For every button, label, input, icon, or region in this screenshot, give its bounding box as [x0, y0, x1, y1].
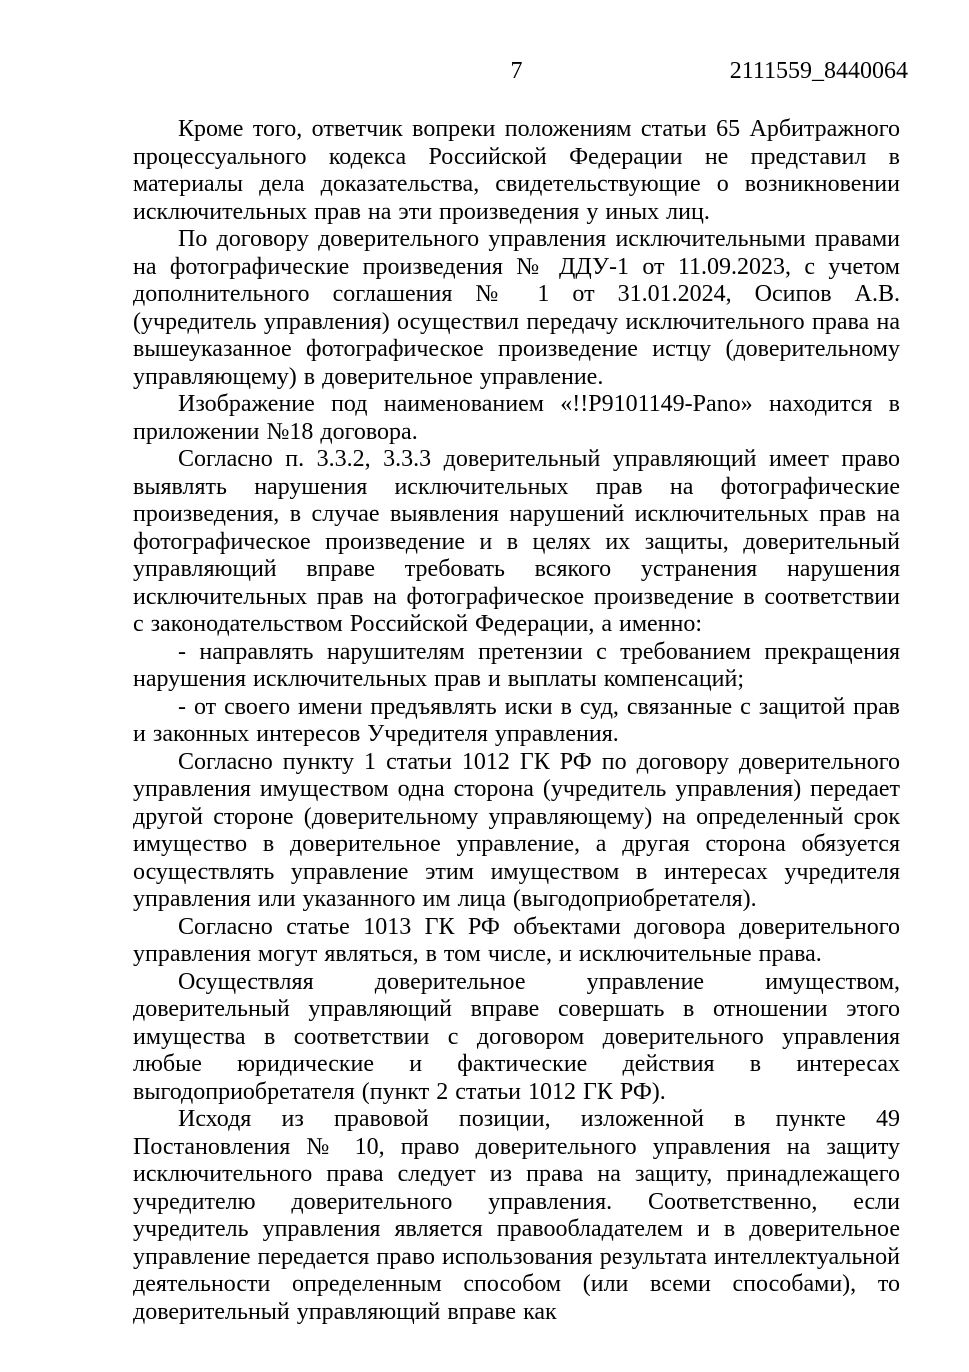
page-number: 7: [510, 58, 523, 84]
paragraph: Согласно статье 1013 ГК РФ объектами договора доверительного управления могут являться, в том числе, и исключительные права.: [133, 913, 900, 967]
case-number: 2111559_8440064: [729, 58, 908, 84]
document-body: [133, 116, 900, 1326]
paragraph: По договору доверительного управления исключительными правами на фотографические произведения № ДДУ-1 от 11.09.2023, с учетом дополнительного соглашения № 1 от 31.01.2024, Осипов А.В. (учредитель управления) осуществил передачу исключительного права на вышеуказанное фотографическое произведение истцу (доверительному управляющему) в доверительное управление.: [133, 226, 900, 390]
paragraph: Осуществляя доверительное управление имуществом, доверительный управляющий вправе совершать в отношении этого имущества в соответствии с договором доверительного управления любые юридические и фактические действия в интересах выгодоприобретателя (пункт 2 статьи 1012 ГК РФ).: [133, 968, 900, 1105]
paragraph: - от своего имени предъявлять иски в суд, связанные с защитой прав и законных интересов Учредителя управления.: [133, 693, 900, 747]
paragraph: - направлять нарушителям претензии с требованием прекращения нарушения исключительных прав и выплаты компенсаций;: [133, 638, 900, 692]
paragraph: Согласно пункту 1 статьи 1012 ГК РФ по договору доверительного управления имуществом одна сторона (учредитель управления) передает другой стороне (доверительному управляющему) на определенный срок имущество в доверительное управление, а другая сторона обязуется осуществлять управление этим имуществом в интересах учредителя управления или указанного им лица (выгодоприобретателя).: [133, 748, 900, 912]
paragraph: Изображение под наименованием «!!P9101149-Pano» находится в приложении №18 договора.: [133, 391, 900, 445]
paragraph: Кроме того, ответчик вопреки положениям статьи 65 Арбитражного процессуального кодекса Российской Федерации не представил в материалы дела доказательства, свидетельствующие о возникновении исключительных прав на эти произведения у иных лиц.: [133, 116, 900, 225]
paragraph: Исходя из правовой позиции, изложенной в пункте 49 Постановления № 10, право доверительного управления на защиту исключительного права следует из права на защиту, принадлежащего учредителю доверительного управления. Соответственно, если учредитель управления является правообладателем и в доверительное управление передается право использования результата интеллектуальной деятельности определенным способом (или всеми способами), то доверительный управляющий вправе как: [133, 1106, 900, 1325]
page-header: [133, 57, 908, 85]
paragraph: Согласно п. 3.3.2, 3.3.3 доверительный управляющий имеет право выявлять нарушения исключительных прав на фотографические произведения, в случае выявления нарушений исключительных прав на фотографическое произведение и в целях их защиты, доверительный управляющий вправе требовать всякого устранения нарушения исключительных прав на фотографическое произведение в соответствии с законодательством Российской Федерации, а именно:: [133, 446, 900, 637]
